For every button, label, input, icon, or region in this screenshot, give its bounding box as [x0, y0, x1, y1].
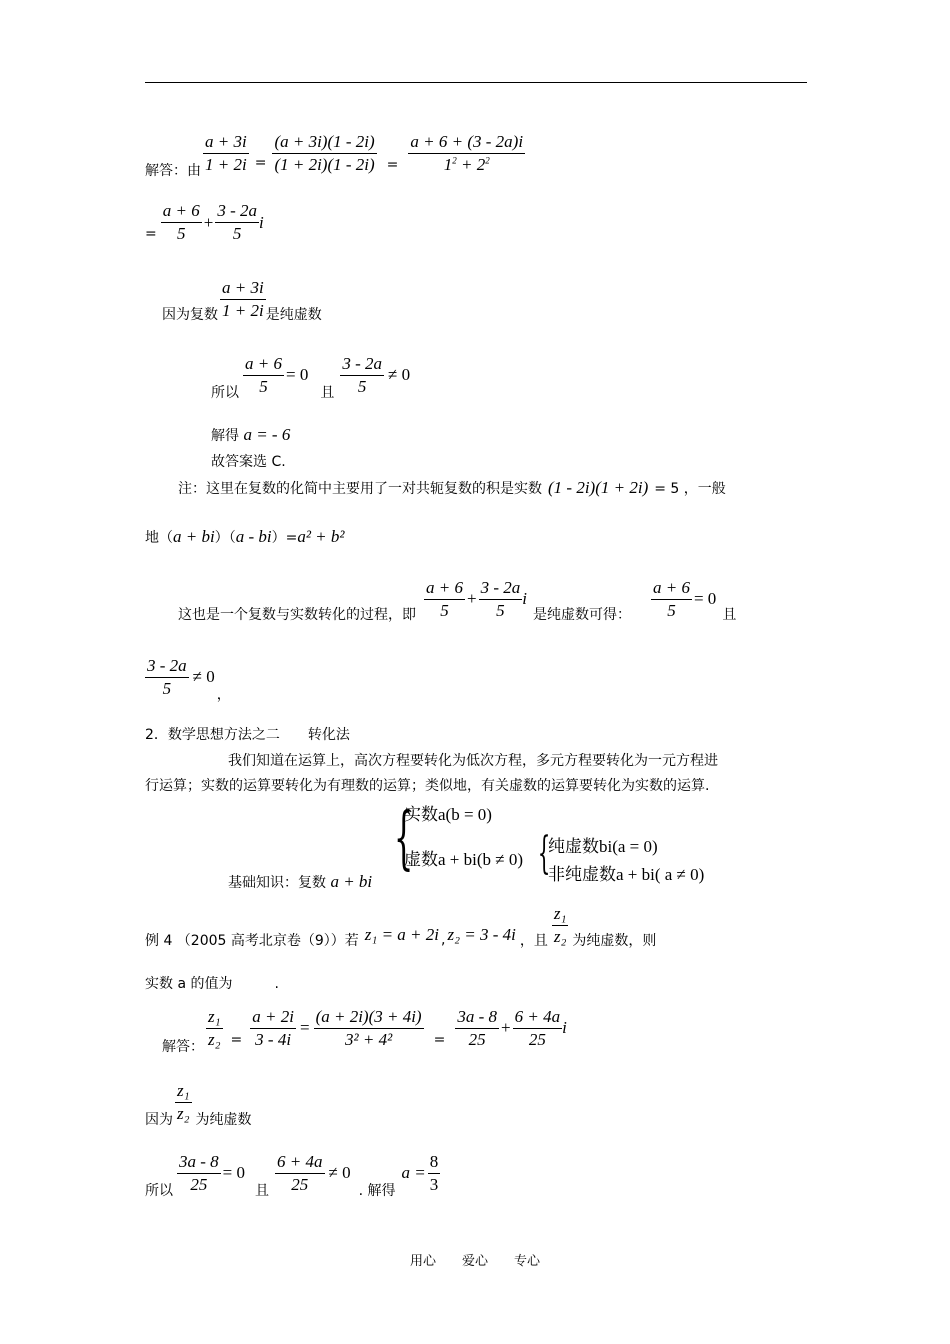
imaginary-unit: i: [522, 589, 527, 608]
text: 且: [320, 385, 335, 401]
fraction: $\frac{3 - 2a}{5}$: [217, 201, 257, 243]
answer-label: 解答：由: [145, 163, 201, 179]
fraction: $\frac{a + 6}{5}$: [426, 577, 463, 620]
text: ，: [216, 687, 231, 703]
section-heading: 2．数学思想方法之二 转化法: [145, 727, 350, 743]
fraction: $\frac{8}{3}$: [429, 1151, 439, 1194]
denominator: $1^2 + 2^2$: [443, 154, 490, 174]
pure-imaginary-case: 纯虚数bi(a = 0): [548, 837, 658, 856]
fraction: $\frac{3 - 2a}{5}$: [480, 577, 521, 620]
paragraph-line: 行运算；实数的运算要转化为有理数的运算；类似地，有关虚数的运算要转化为实数的运算.: [145, 778, 710, 794]
answer-line-1: [145, 126, 525, 180]
non-pure-imaginary-case: 非纯虚数a + bi( a ≠ 0): [548, 865, 705, 884]
solve-line: [211, 425, 290, 445]
equals-sign: =: [433, 1032, 446, 1048]
text: 为纯虚数: [195, 1112, 252, 1128]
fraction: $\frac{6 + 4a}{25}$: [514, 1006, 561, 1049]
fraction: $\frac{6 + 4a}{25}$: [277, 1151, 323, 1194]
fraction: $\frac{3a - 8}{25}$: [179, 1151, 219, 1194]
math-expr: z₂ = 3 - 4i: [447, 925, 516, 944]
text: . 解得: [358, 1183, 396, 1199]
math-expr: a + bi: [173, 527, 215, 546]
plus-sign: +: [466, 589, 477, 608]
text: 因为复数: [162, 307, 218, 323]
plus-sign: +: [501, 1018, 511, 1037]
note-line-1: [178, 478, 726, 498]
fraction: $\frac{\text{z₁}}{\text{z₂}}$: [177, 1080, 190, 1123]
fraction: $\frac{a + 6 + (3 - 2a)i}{1^2 + 2^2}$: [410, 131, 524, 174]
fraction: $\frac{a + 2i}{3 - 4i}$: [252, 1006, 294, 1049]
math-expr: (1 - 2i)(1 + 2i): [548, 478, 649, 497]
text: ）（: [214, 530, 236, 546]
paragraph-line: 我们知道在运算上，高次方程要转化为低次方程，多元方程要转化为一元方程进: [228, 753, 718, 769]
relation: = 0: [222, 1163, 246, 1182]
text: 且: [722, 607, 737, 623]
text: 这也是一个复数与实数转化的过程，即: [178, 607, 416, 623]
so-4: [145, 1146, 440, 1200]
text: 所以: [145, 1183, 173, 1199]
math-expr: a - bi: [235, 527, 272, 546]
text: ,: [441, 932, 446, 948]
imaginary-number-case: 虚数a + bi(b ≠ 0): [404, 850, 524, 869]
fraction: $\frac{a + 6}{5}$: [652, 577, 690, 620]
fraction: $\frac{3a - 8}{25}$: [457, 1006, 498, 1049]
text: 解答：: [162, 1039, 204, 1055]
left-brace: {: [537, 828, 551, 879]
answer-4: [162, 1000, 567, 1056]
relation: ≠ 0: [328, 1163, 351, 1182]
left-brace: {: [393, 799, 414, 878]
relation: ≠ 0: [388, 365, 411, 384]
fraction: $\frac{a + 3i}{1 + 2i}$: [205, 131, 247, 174]
fraction: $\frac{\text{z₁}}{\text{z₂}}$: [208, 1006, 221, 1049]
text: 是纯虚数可得：: [532, 607, 631, 623]
text: 注：这里在复数的化简中主要用了一对共轭复数的积是实数: [178, 481, 542, 497]
text: 因为: [145, 1112, 173, 1128]
equals-sign: =: [254, 155, 267, 171]
convert-line-2: [145, 650, 231, 704]
relation: = 0: [285, 365, 309, 384]
math-expr: a + bi: [330, 872, 373, 891]
math-expr: a =: [401, 1163, 426, 1182]
math-expr: a = - 6: [243, 425, 291, 444]
because-line: [162, 274, 322, 324]
text: 所以: [211, 385, 239, 401]
equals-sign: =: [386, 157, 399, 173]
text: 例 4 （2005 高考北京卷（9））若: [145, 933, 359, 949]
fraction: $\frac{(a + 2i)(3 + 4i)}{\text{3² + 4²}}$: [315, 1006, 422, 1049]
so-line: [211, 348, 410, 402]
imaginary-unit: i: [562, 1018, 567, 1037]
math-expr: z₁ = a + 2i: [364, 925, 439, 944]
page-footer: 用心 爱心 专心: [409, 1254, 540, 1269]
text: 解得: [211, 428, 239, 444]
relation: ≠ 0: [192, 667, 215, 686]
fraction: $\frac{a + 3i}{1 + 2i}$: [222, 277, 264, 320]
header-rule: [145, 82, 807, 83]
example-4: [145, 900, 656, 950]
equals-sign: =: [299, 1018, 310, 1037]
real-number-case: 实数a(b = 0): [404, 805, 492, 824]
example-4-line-2: 实数 a 的值为 .: [145, 976, 279, 992]
fraction: $\frac{a + 6}{5}$: [162, 201, 200, 243]
equals-sign: =: [230, 1032, 243, 1048]
fraction: $\frac{\text{z₁}}{\text{z₂}}$: [553, 903, 567, 946]
math-expr: a² + b²: [297, 527, 345, 546]
because-4: [145, 1075, 252, 1129]
fraction: $\frac{(a + 3i)(1 - 2i)}{(1 + 2i)(1 - 2i)}$: [274, 131, 375, 174]
equals-sign: =: [145, 225, 157, 242]
fraction: $\frac{3 - 2a}{5}$: [147, 655, 187, 698]
fraction: $\frac{3 - 2a}{5}$: [342, 353, 382, 396]
relation: = 0: [693, 589, 717, 608]
imaginary-unit: i: [258, 212, 264, 232]
text: ）=: [271, 530, 298, 546]
text: 为纯虚数，则: [572, 933, 657, 949]
text: = 5 ，一般: [654, 481, 726, 497]
text: 且: [255, 1183, 270, 1199]
answer-line-2: [145, 200, 264, 245]
note-line-2: [145, 527, 345, 547]
text: ，且: [519, 933, 548, 949]
fraction: $\frac{a + 6}{5}$: [245, 353, 282, 396]
basics-label: 基础知识：复数 a + bi: [228, 872, 373, 891]
convert-line: [178, 574, 736, 624]
text: 地（: [145, 530, 173, 546]
plus-sign: +: [203, 212, 214, 232]
choose-line: 故答案选 C.: [211, 454, 286, 470]
text: 是纯虚数: [265, 307, 322, 323]
